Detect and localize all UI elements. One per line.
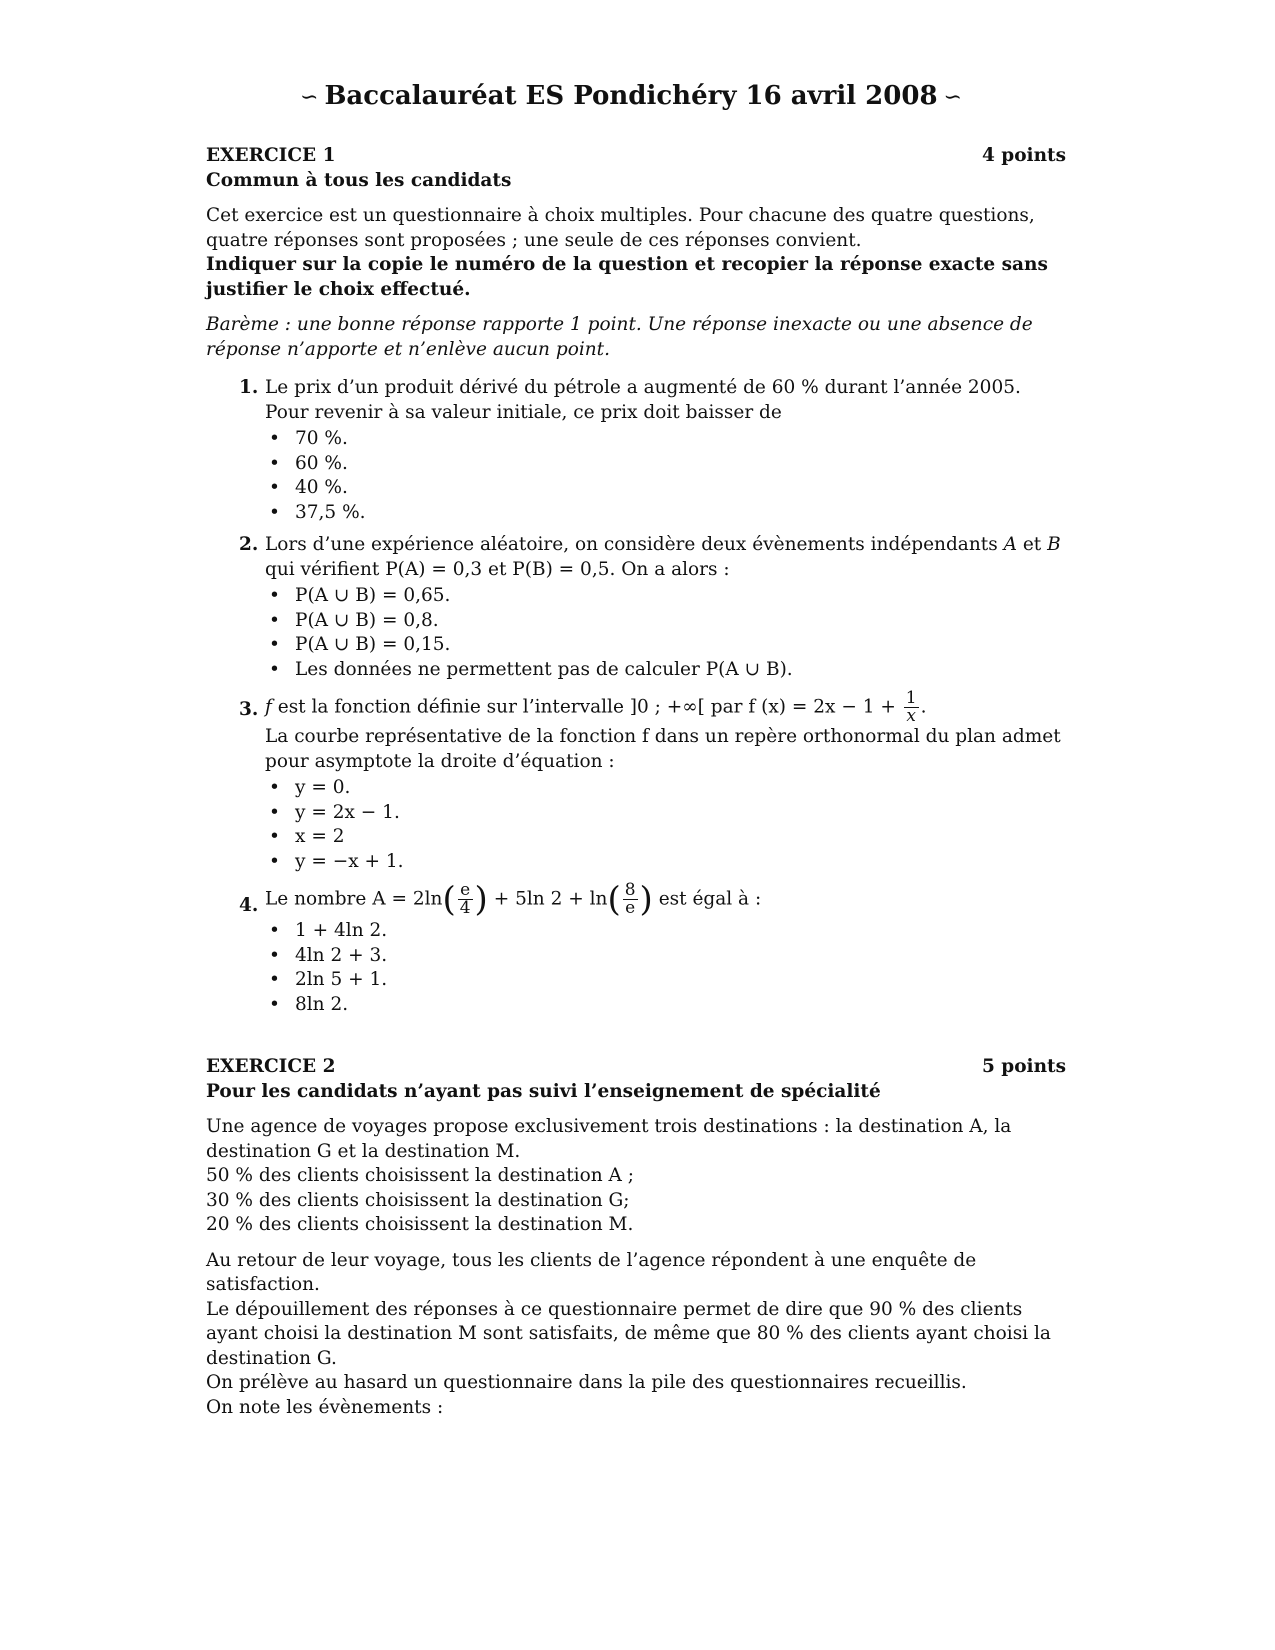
title-text: Baccalauréat ES Pondichéry 16 avril 2008 bbox=[324, 81, 938, 111]
exercise-2-line-3: 20 % des clients choisissent la destination M. bbox=[206, 1214, 634, 1235]
exercise-1-label-rest: XERCICE 1 bbox=[220, 145, 336, 166]
exercise-1-intro: Cet exercice est un questionnaire à choix multiples. Pour chacune des quatre questions, quatre réponses sont proposées ; une seule de ces réponses convient. bbox=[206, 205, 1035, 251]
question-4-options bbox=[265, 919, 1066, 1017]
exercise-1-bareme: Barème : une bonne réponse rapporte 1 point. Une réponse inexacte ou une absence de réponse n’apporte et n’enlève aucun point. bbox=[206, 314, 1033, 360]
exercise-2-header bbox=[206, 1055, 1066, 1080]
fraction-numerator: 8 bbox=[624, 880, 636, 900]
list-item: • 70 %. bbox=[265, 427, 1066, 452]
left-paren-icon: ( bbox=[442, 879, 456, 920]
left-paren-icon: ( bbox=[607, 879, 621, 920]
page-title bbox=[196, 80, 1066, 114]
exercise-2-label-initial: E bbox=[206, 1056, 221, 1077]
question-4 bbox=[239, 879, 1066, 1017]
question-2-var-b: B bbox=[1047, 534, 1061, 555]
question-1 bbox=[239, 376, 1066, 525]
fraction-numerator: 1 bbox=[905, 688, 917, 708]
list-item: • 1 + 4ln 2. bbox=[265, 919, 1066, 944]
question-2-condition: P(A) = 0,3 et P(B) = 0,5 bbox=[385, 558, 610, 580]
list-item: • y = 0. bbox=[265, 776, 1066, 801]
question-list bbox=[206, 376, 1066, 1017]
list-item: • y = 2x − 1. bbox=[265, 801, 1066, 826]
question-3-number: 3. bbox=[239, 699, 259, 720]
question-3-end: . bbox=[920, 696, 927, 718]
question-4-text-b: + 5ln 2 + ln bbox=[493, 888, 608, 910]
question-4-text-c: est égal à : bbox=[658, 888, 762, 910]
exercise-2-label bbox=[206, 1055, 335, 1080]
exercise-2-paragraph-5: On note les évènements : bbox=[206, 1396, 444, 1418]
question-2-options bbox=[265, 584, 1066, 682]
list-item: • P(A ∪ B) = 0,15. bbox=[265, 633, 1066, 658]
question-1-text: Le prix d’un produit dérivé du pétrole a augmenté de 60 % durant l’année 2005. Pour revenir à sa valeur initiale, ce prix doit baisser de bbox=[265, 377, 1021, 423]
question-4-number: 4. bbox=[239, 895, 259, 916]
question-3 bbox=[239, 690, 1066, 874]
list-item: • 2ln 5 + 1. bbox=[265, 968, 1066, 993]
right-paren-icon: ) bbox=[474, 879, 488, 920]
list-item: • 8ln 2. bbox=[265, 993, 1066, 1018]
fraction-denominator: x bbox=[906, 706, 916, 726]
exercise-2-points: 5 points bbox=[981, 1056, 1066, 1077]
question-3-text-a: est la fonction définie sur l’intervalle ]0 ; +∞[ par bbox=[271, 696, 749, 718]
list-item: • P(A ∪ B) = 0,8. bbox=[265, 609, 1066, 634]
question-2-number: 2. bbox=[239, 534, 259, 555]
list-item: • 37,5 %. bbox=[265, 501, 1066, 526]
exercise-1-points: 4 points bbox=[981, 145, 1066, 166]
fraction-denominator: 4 bbox=[459, 898, 471, 918]
question-2-text-c: qui vérifient bbox=[265, 558, 386, 580]
exercise-2-label-rest: XERCICE 2 bbox=[220, 1056, 336, 1077]
list-item: • y = −x + 1. bbox=[265, 850, 1066, 875]
exercise-1-label bbox=[206, 144, 335, 169]
list-item: • 60 %. bbox=[265, 452, 1066, 477]
question-4-statement bbox=[265, 879, 1066, 920]
exercise-1-subtitle: Commun à tous les candidats bbox=[206, 169, 512, 191]
right-paren-icon: ) bbox=[639, 879, 653, 920]
exercise-2-paragraph-1: Une agence de voyages propose exclusivement trois destinations : la destination A, la destination G et la destination M. bbox=[206, 1116, 1012, 1162]
list-item: • x = 2 bbox=[265, 825, 1066, 850]
exercise-2-line-1: 50 % des clients choisissent la destination A ; bbox=[206, 1165, 634, 1186]
list-item: • Les données ne permettent pas de calculer P(A ∪ B). bbox=[265, 658, 1066, 683]
exercise-1-instruction: Indiquer sur la copie le numéro de la question et recopier la réponse exacte sans justifier le choix effectué. bbox=[206, 254, 1048, 300]
ornament-left-icon: ∽ bbox=[300, 85, 319, 110]
question-1-number: 1. bbox=[239, 377, 259, 398]
list-item: • 40 %. bbox=[265, 476, 1066, 501]
question-3-options bbox=[265, 776, 1066, 874]
question-3-function: f bbox=[265, 696, 272, 718]
question-1-options bbox=[265, 427, 1066, 525]
exercise-2-line-2: 30 % des clients choisissent la destination G; bbox=[206, 1189, 630, 1211]
fraction-denominator: e bbox=[625, 898, 636, 918]
question-3-fraction bbox=[904, 690, 919, 725]
question-2 bbox=[239, 533, 1066, 682]
question-2-text-d: . On a alors : bbox=[609, 558, 730, 580]
question-4-fraction-2 bbox=[623, 882, 638, 917]
exercise-2-subtitle: Pour les candidats n’ayant pas suivi l’enseignement de spécialité bbox=[206, 1080, 881, 1102]
question-3-text-b: La courbe représentative de la fonction f dans un repère orthonormal du plan admet pour asymptote la droite d’équation : bbox=[265, 726, 1061, 772]
exercise-1-header bbox=[206, 144, 1066, 169]
document-page bbox=[206, 80, 1066, 1420]
ornament-right-icon: ∽ bbox=[943, 85, 962, 110]
question-3-statement bbox=[265, 690, 1066, 725]
question-2-text-b: et bbox=[1016, 534, 1048, 555]
question-4-fraction-1 bbox=[458, 882, 473, 917]
list-item: • P(A ∪ B) = 0,65. bbox=[265, 584, 1066, 609]
fraction-numerator: e bbox=[458, 882, 473, 900]
question-2-text-a: Lors d’une expérience aléatoire, on considère deux évènements indépendants bbox=[265, 534, 1004, 555]
question-4-text-a: Le nombre A = 2ln bbox=[265, 888, 443, 910]
exercise-1-label-initial: E bbox=[206, 145, 221, 166]
exercise-2-paragraph-2: Au retour de leur voyage, tous les clients de l’agence répondent à une enquête de satisfaction. bbox=[206, 1249, 977, 1295]
exercise-2-paragraph-4: On prélève au hasard un questionnaire dans la pile des questionnaires recueillis. bbox=[206, 1372, 967, 1393]
question-3-expression: f (x) = 2x − 1 + bbox=[748, 696, 896, 718]
question-2-var-a: A bbox=[1003, 534, 1017, 555]
exercise-2-paragraph-3: Le dépouillement des réponses à ce questionnaire permet de dire que 90 % des clients ayant choisi la destination M sont satisfaits, de même que 80 % des clients ayant choisi la destination G. bbox=[206, 1298, 1051, 1369]
list-item: • 4ln 2 + 3. bbox=[265, 944, 1066, 969]
